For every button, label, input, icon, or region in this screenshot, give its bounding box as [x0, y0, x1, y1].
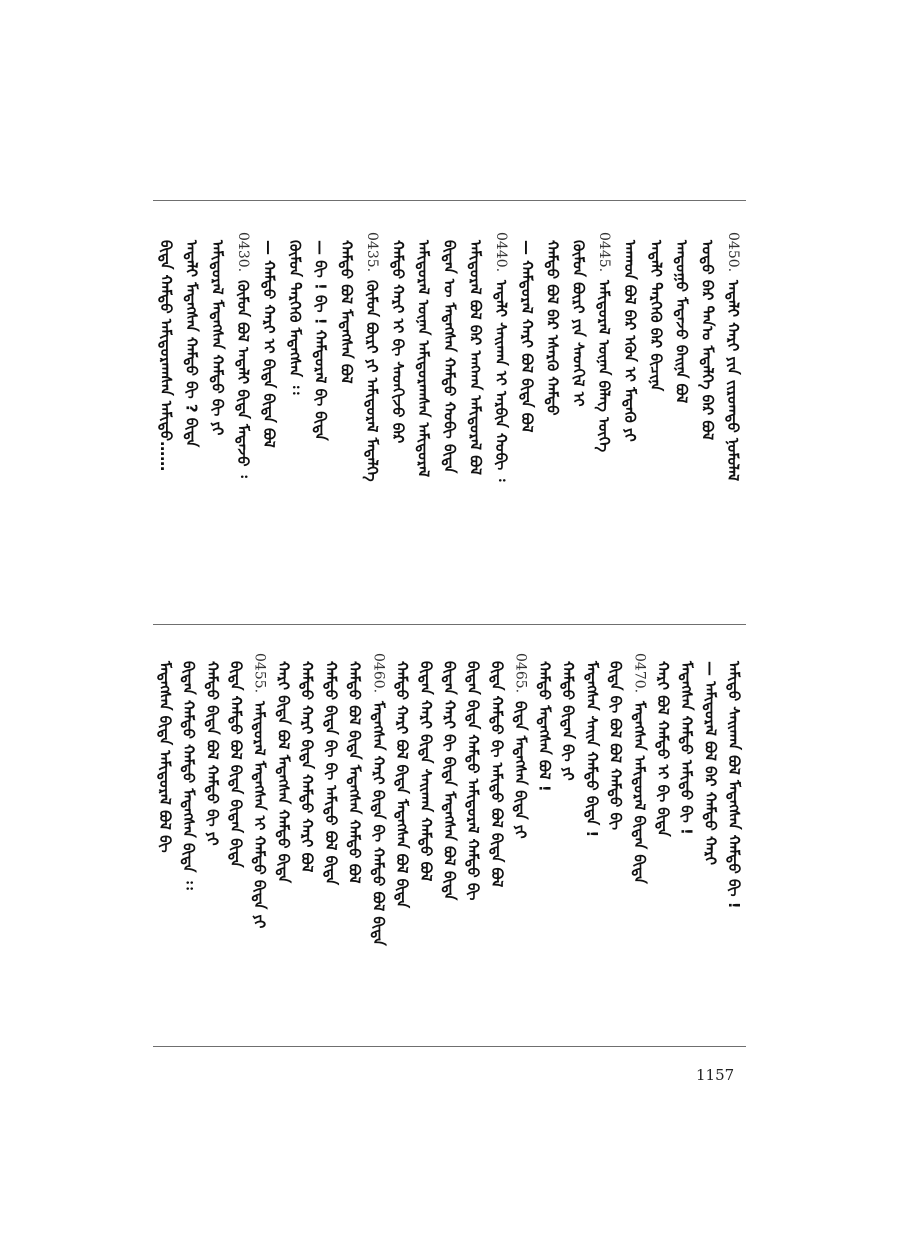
verse-text: ᠬᠠᠮᠲᠤ ᠪᠢᠳᠡ ᠪᠢ ᠪᠢ ᠠᠮᠢᠳᠤ ᠪᠣᠯ ᠪᠢᠳᠡ: [321, 661, 340, 886]
verse-text: ᠠᠮᠢᠳᠤᠷᠠᠯ ᠮᠡᠳᠡᠭᠰᠡᠨ ᠢ ᠬᠠᠮᠲᠤ ᠪᠢᠳᠡ ᠶᠢ: [250, 701, 269, 929]
verse-text: — ᠬᠠᠮᠲᠤ ᠬᠠᠷᠢ ᠢ ᠪᠢᠳᠡ ᠪᠢᠳᠡ ᠪᠣᠯ: [260, 240, 279, 448]
verse-line: [628, 653, 650, 1023]
verse-text: ᠬᠠᠮᠲᠤ ᠪᠢᠳᠡ ᠪᠣᠯ ᠬᠠᠮᠲᠤ ᠪᠢ ᠶᠢ: [203, 661, 222, 846]
verse-line: [619, 232, 641, 604]
verse-block-top: [153, 232, 746, 604]
line-number: 0465.: [512, 653, 529, 694]
verse-text: ᠪᠢᠳᠡᠨ ᠬᠠᠷᠢ ᠪᠢ ᠪᠢᠳᠡ ᠮᠡᠳᠡᠭᠰᠡᠨ ᠪᠣᠯ ᠪᠢᠳᠡ: [440, 661, 459, 901]
verse-line: [696, 232, 718, 604]
verse-line: [464, 232, 486, 604]
verse-text: ᠮᠡᠳᠡᠭᠰᠡᠨ ᠰᠠᠢᠨ ᠬᠠᠮᠲᠤ ᠪᠢᠳᠡ !: [582, 661, 601, 838]
verse-line: [335, 232, 357, 604]
verse-line: [413, 232, 435, 604]
verse-line: [361, 232, 383, 604]
bottom-rule: [153, 1046, 746, 1047]
verse-line: [225, 653, 247, 1023]
verse-block-bottom: [153, 653, 746, 1023]
verse-line: [605, 653, 627, 1023]
verse-line: [723, 653, 745, 1023]
verse-line: [645, 232, 667, 604]
verse-line: [516, 232, 538, 604]
verse-line: [439, 653, 461, 1023]
line-number: 0460.: [370, 653, 387, 694]
verse-text: ᠬᠠᠮᠲᠤ ᠪᠢᠳᠡᠨ ᠪᠢ ᠶᠢ: [559, 661, 578, 781]
verse-text: ᠪᠢᠳᠡ ᠪᠢ ᠪᠣᠯ ᠪᠣᠯ ᠬᠠᠮᠲᠤ ᠪᠢ: [606, 661, 625, 831]
top-rule: [153, 200, 746, 201]
verse-text: ᠣᠳᠣ ᠪᠡᠷ ᠲᠠᠨ᠎ᠤ ᠮᠡᠳᠡᠯᠭᠡ ᠪᠡᠷ ᠪᠣᠯ: [698, 240, 717, 441]
line-number: 0430.: [235, 232, 252, 273]
verse-text: ᠪᠢᠳᠡ ᠮᠡᠳᠡᠭᠰᠡᠨ ᠪᠢᠳᠡ ᠶᠢ: [511, 701, 530, 839]
verse-text: ᠠᠮᠢᠳᠤᠷᠠᠯ ᠪᠣᠯ ᠪᠡᠷ ᠠᠩᠬᠠᠨ ᠠᠮᠢᠳᠤᠷᠠᠯ ᠪᠣᠯ: [466, 240, 485, 475]
line-number: 0450.: [725, 232, 742, 273]
verse-line: [181, 232, 203, 604]
verse-line: [391, 653, 413, 1023]
verse-line: [676, 653, 698, 1023]
middle-rule: [153, 624, 746, 625]
verse-text: ᠪᠢᠳᠡ ᠬᠠᠮᠲᠤ ᠪᠢ ᠠᠮᠢᠳᠤ ᠪᠣᠯ ᠪᠢᠳᠡ ᠪᠣᠯ: [487, 661, 506, 888]
verse-text: ᠬᠠᠷᠢ ᠪᠣᠯ ᠬᠠᠮᠲᠤ ᠢ ᠪᠢ ᠪᠢᠳᠡ: [653, 661, 672, 837]
verse-text: ᠪᠢᠳᠡ ᠬᠠᠮᠲᠤ ᠪᠣᠯ ᠪᠢᠳᠡ ᠪᠢᠳᠡᠨ ᠪᠢᠳᠡ: [227, 661, 246, 868]
verse-text: ᠪᠢᠳᠡ ᠬᠠᠮᠲᠤ ᠠᠮᠢᠳᠤᠷᠠᠭᠰᠠᠨ ᠠᠮᠢᠳᠤ……: [156, 240, 175, 472]
verse-line: [344, 653, 366, 1023]
verse-line: [557, 653, 579, 1023]
verse-line: [542, 232, 564, 604]
verse-line: [699, 653, 721, 1023]
verse-line: [415, 653, 437, 1023]
verse-line: [652, 653, 674, 1023]
verse-line: [387, 232, 409, 604]
verse-line: [284, 232, 306, 604]
verse-line: [310, 232, 332, 604]
verse-text: ᠠᠮᠢᠳᠤᠷᠠᠯ ᠮᠡᠳᠡᠭᠰᠡᠨ ᠬᠠᠮᠲᠤ ᠪᠢ ᠶᠢ: [208, 240, 227, 436]
verse-line: [567, 232, 589, 604]
verse-line: [258, 232, 280, 604]
verse-text: ᠬᠠᠷᠢ ᠪᠢᠳᠡ ᠪᠣᠯ ᠮᠡᠳᠡᠭᠰᠡᠨ ᠬᠠᠮᠲᠤ ᠪᠢᠳᠡ: [274, 661, 293, 884]
verse-text: ᠠᠬᠠᠳ ᠪᠣᠯ ᠪᠡᠷ ᠡᠭᠦᠨ ᠢ ᠮᠡᠳᠡᠬᠦ ᠶᠢ: [620, 240, 639, 442]
verse-line: [178, 653, 200, 1023]
verse-text: ᠬᠦᠮᠦᠨ ᠲᠡᠷᠭᠡᠭᠦ ᠮᠡᠳᠡᠭᠰᠡᠨ ᠄᠄: [285, 240, 304, 395]
verse-text: ᠬᠠᠮᠲᠤ ᠬᠠᠷᠢ ᠪᠢᠳᠡ ᠬᠠᠮᠲᠤ ᠬᠠᠷᠢ ᠪᠣᠯ: [298, 661, 317, 873]
verse-text: ᠠᠳᠠᠯᠢ ᠲᠡᠷᠭᠡᠭᠦ ᠪᠡᠷ ᠪᠢᠴᠢᠨᠡ: [646, 240, 665, 392]
verse-line: [320, 653, 342, 1023]
verse-text: ᠮᠡᠳᠡᠭᠰᠡᠨ ᠪᠢᠳᠡ ᠠᠮᠢᠳᠤᠷᠠᠯ ᠪᠣᠯ ᠪᠢ: [155, 661, 174, 853]
verse-line: [462, 653, 484, 1023]
verse-text: ᠬᠦᠮᠦᠨ ᠪᠦᠷᠢ ᠶᠢ ᠠᠮᠢᠳᠤᠷᠠᠯ ᠮᠡᠳᠡᠯᠭᠡ: [363, 280, 382, 482]
verse-line: [206, 232, 228, 604]
page-number: 1157: [696, 1066, 735, 1084]
verse-line: [486, 653, 508, 1023]
line-number: 0455.: [251, 653, 268, 694]
verse-text: ᠠᠮᠢᠳᠤᠷᠠᠯ ᠦᠨᠡᠨ ᠪᠡᠯᠡᠭ ᠦᠬᠡ: [595, 280, 614, 453]
verse-text: ᠠᠨᠳᠤᠭᠤ ᠮᠡᠳᠡᠵᠦ ᠪᠠᠢᠨᠠ ᠪᠣᠯ: [672, 240, 691, 404]
verse-line: [296, 653, 318, 1023]
verse-line: [439, 232, 461, 604]
verse-text: ᠮᠡᠳᠡᠭᠰᠡᠨ ᠠᠮᠢᠳᠤᠷᠠᠯ ᠪᠢᠳᠡᠨ ᠪᠢᠳᠡ: [630, 701, 649, 884]
verse-text: ᠠᠳᠠᠯᠢ ᠮᠡᠳᠡᠭᠰᠡᠨ ᠬᠠᠮᠲᠤ ᠪᠢ ? ᠪᠢᠳᠡ: [182, 240, 201, 448]
verse-text: ᠬᠦᠮᠦᠨ ᠪᠣᠯ ᠠᠳᠠᠯᠢ ᠪᠢᠳᠡ ᠮᠡᠳᠡᠵᠦ ᠄: [234, 280, 253, 478]
verse-line: [249, 653, 271, 1023]
verse-line: [722, 232, 744, 604]
verse-text: — ᠬᠠᠮᠲᠤᠷᠠᠯ ᠬᠠᠷᠢ ᠪᠣᠯ ᠪᠢᠳᠡ ᠪᠣᠯ: [517, 240, 536, 433]
verse-text: ᠬᠠᠮᠲᠤ ᠪᠣᠯ ᠪᠢᠳᠡ ᠮᠡᠳᠡᠭᠰᠡᠨ ᠬᠠᠮᠲᠤ ᠪᠣᠯ: [345, 661, 364, 884]
verse-text: ᠬᠠᠮᠲᠤ ᠪᠣᠯ ᠮᠡᠳᠡᠭᠰᠡᠨ ᠪᠣᠯ: [337, 240, 356, 384]
verse-line: [201, 653, 223, 1023]
verse-text: ᠠᠮᠢᠳᠤ ᠰᠠᠢᠬᠠᠨ ᠪᠣᠯ ᠮᠡᠳᠡᠭᠰᠡᠨ ᠬᠠᠮᠲᠤ ᠪᠢ !: [725, 661, 744, 909]
verse-line: [367, 653, 389, 1023]
verse-text: ᠪᠢᠳᠡᠨ ᠬᠠᠮᠲᠤ ᠬᠠᠮᠲᠤ ᠮᠡᠳᠡᠭᠰᠡᠨ ᠪᠢᠳᠡ ᠄᠄: [179, 661, 198, 890]
verse-line: [581, 653, 603, 1023]
verse-line: [155, 232, 177, 604]
verse-line: [154, 653, 176, 1023]
line-number: 0435.: [364, 232, 381, 273]
verse-text: ᠠᠳᠠᠯᠢ ᠬᠠᠷᠢ ᠶᠢᠨ ᠵᠢᠷᠤᠭᠲᠤ ᠨᠣᠮᠤᠯᠠᠯ: [724, 280, 743, 482]
verse-line: [232, 232, 254, 604]
verse-text: ᠮᠡᠳᠡᠭᠰᠡᠨ ᠬᠠᠮᠲᠤ ᠠᠮᠢᠳᠤ ᠪᠢ !: [677, 661, 696, 835]
verse-text: ᠬᠠᠮᠲᠤ ᠬᠠᠷᠢ ᠢ ᠪᠢ ᠰᠡᠳᠬᠢᠵᠦ ᠪᠡᠷ: [388, 240, 407, 444]
verse-text: ᠪᠢᠳᠡᠨ ᠪᠢᠳᠡ ᠬᠠᠮᠲᠤ ᠠᠮᠢᠳᠤᠷᠠᠯ ᠬᠠᠮᠲᠤ ᠪᠢ: [464, 661, 483, 901]
verse-text: — ᠠᠮᠢᠳᠤᠷᠠᠯ ᠪᠣᠯ ᠪᠡᠷ ᠬᠠᠮᠲᠤ ᠬᠠᠷᠢ: [701, 661, 720, 866]
verse-text: ᠪᠢᠳᠡᠨ ᠦ ᠮᠡᠳᠡᠭᠰᠡᠨ ᠬᠠᠮᠲᠤ ᠬᠤᠪᠢ ᠪᠢᠳᠡ: [440, 240, 459, 474]
verse-line: [272, 653, 294, 1023]
line-number: 0470.: [631, 653, 648, 694]
verse-line: [533, 653, 555, 1023]
verse-text: — ᠪᠢ ! ᠪᠢ ! ᠬᠠᠮᠲᠤᠷᠠᠯ ᠪᠢ ᠪᠢᠳᠡ: [311, 240, 330, 441]
line-number: 0445.: [596, 232, 613, 273]
verse-text: ᠪᠢᠳᠡᠨ ᠬᠠᠷᠢ ᠪᠢᠳᠡ ᠰᠠᠢᠬᠠᠨ ᠬᠠᠮᠲᠤ ᠪᠣᠯ: [416, 661, 435, 882]
verse-text: ᠬᠠᠮᠲᠤ ᠮᠡᠳᠡᠭᠰᠡᠨ ᠪᠣᠯ !: [535, 661, 554, 792]
verse-line: [490, 232, 512, 604]
verse-line: [671, 232, 693, 604]
verse-text: ᠠᠳᠠᠯᠢ ᠰᠠᠢᠬᠠᠨ ᠢ ᠠᠷᠪᠢᠨ ᠬᠤᠪᠢ ᠄: [492, 280, 511, 482]
verse-line: [510, 653, 532, 1023]
line-number: 0440.: [493, 232, 510, 273]
verse-text: ᠬᠦᠮᠦᠨ ᠪᠦᠷᠢ ᠶᠢᠨ ᠰᠡᠳᠬᠢᠯ ᠢ: [569, 240, 588, 407]
verse-line: [593, 232, 615, 604]
verse-text: ᠮᠡᠳᠡᠭᠰᠡᠨ ᠬᠠᠷᠢ ᠪᠢᠳᠡ ᠪᠢ ᠬᠠᠮᠲᠤ ᠪᠣᠯ ᠪᠢᠳᠡ: [369, 701, 388, 946]
verse-text: ᠬᠠᠮᠲᠤ ᠪᠣᠯ ᠪᠡᠷ ᠡᠰᠡᠷᠭᠦ ᠬᠠᠮᠲᠤ: [543, 240, 562, 416]
verse-text: ᠬᠠᠮᠲᠤ ᠬᠠᠷᠢ ᠪᠣᠯ ᠪᠢᠳᠡ ᠮᠡᠳᠡᠭᠰᠡᠨ ᠪᠣᠯ ᠪᠢᠳᠡ: [393, 661, 412, 909]
verse-text: ᠠᠮᠢᠳᠤᠷᠠᠯ ᠦᠨᠡᠨ ᠠᠮᠢᠳᠤᠷᠠᠭᠰᠠᠨ ᠠᠮᠢᠳᠤᠷᠠᠯ: [414, 240, 433, 478]
